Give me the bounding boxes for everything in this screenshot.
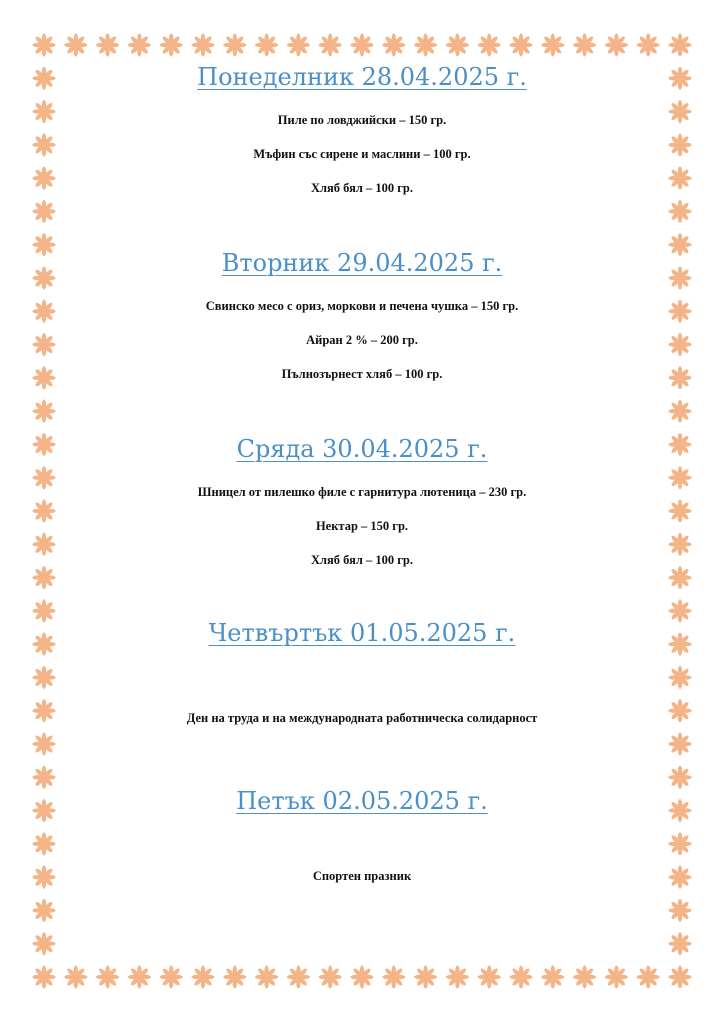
asterisk-flower-icon: [32, 433, 55, 456]
asterisk-flower-icon: [478, 965, 501, 988]
asterisk-flower-icon: [637, 33, 660, 56]
asterisk-flower-icon: [128, 965, 151, 988]
menu-item: Ден на труда и на международната работническа солидарност: [186, 711, 538, 725]
asterisk-flower-icon: [668, 67, 691, 90]
asterisk-flower-icon: [32, 533, 55, 556]
asterisk-flower-icon: [668, 100, 691, 123]
asterisk-flower-icon: [668, 799, 691, 822]
asterisk-flower-icon: [255, 965, 278, 988]
asterisk-flower-icon: [668, 732, 691, 755]
asterisk-flower-icon: [32, 100, 55, 123]
asterisk-flower-icon: [668, 300, 691, 323]
asterisk-flower-icon: [319, 33, 342, 56]
menu-item: Мъфин със сирене и маслини – 100 гр.: [253, 147, 471, 161]
asterisk-flower-icon: [605, 965, 628, 988]
asterisk-flower-icon: [32, 566, 55, 589]
day-section-friday: [70, 786, 654, 884]
asterisk-flower-icon: [32, 167, 55, 190]
asterisk-flower-icon: [255, 33, 278, 56]
day-title: Понеделник 28.04.2025 г.: [197, 63, 527, 91]
asterisk-flower-icon: [509, 33, 532, 56]
asterisk-flower-icon: [668, 33, 691, 56]
asterisk-flower-icon: [32, 400, 55, 423]
asterisk-flower-icon: [287, 33, 310, 56]
day-title: Петък 02.05.2025 г.: [236, 787, 488, 815]
asterisk-flower-icon: [160, 33, 183, 56]
asterisk-flower-icon: [573, 33, 596, 56]
asterisk-flower-icon: [668, 832, 691, 855]
asterisk-flower-icon: [414, 33, 437, 56]
asterisk-flower-icon: [637, 965, 660, 988]
asterisk-flower-icon: [668, 366, 691, 389]
asterisk-flower-icon: [96, 965, 119, 988]
asterisk-flower-icon: [350, 33, 373, 56]
asterisk-flower-icon: [668, 233, 691, 256]
asterisk-flower-icon: [668, 200, 691, 223]
asterisk-flower-icon: [668, 899, 691, 922]
asterisk-flower-icon: [668, 599, 691, 622]
asterisk-flower-icon: [64, 33, 87, 56]
asterisk-flower-icon: [668, 633, 691, 656]
asterisk-flower-icon: [96, 33, 119, 56]
asterisk-flower-icon: [32, 266, 55, 289]
menu-item: Пиле по ловджийски – 150 гр.: [277, 113, 447, 127]
day-title: Четвъртък 01.05.2025 г.: [208, 619, 516, 647]
asterisk-flower-icon: [32, 599, 55, 622]
menu-item: Шницел от пилешко филе с гарнитура лютеница – 230 гр.: [197, 485, 527, 499]
asterisk-flower-icon: [223, 33, 246, 56]
asterisk-flower-icon: [668, 333, 691, 356]
asterisk-flower-icon: [668, 699, 691, 722]
asterisk-flower-icon: [541, 965, 564, 988]
day-section-monday: [70, 62, 654, 196]
asterisk-flower-icon: [32, 766, 55, 789]
asterisk-flower-icon: [32, 932, 55, 955]
menu-item: Свинско месо с ориз, моркови и печена чушка – 150 гр.: [205, 299, 519, 313]
asterisk-flower-icon: [541, 33, 564, 56]
asterisk-flower-icon: [668, 932, 691, 955]
asterisk-flower-icon: [446, 965, 469, 988]
asterisk-flower-icon: [605, 33, 628, 56]
asterisk-flower-icon: [668, 266, 691, 289]
asterisk-flower-icon: [32, 499, 55, 522]
asterisk-flower-icon: [128, 33, 151, 56]
asterisk-flower-icon: [32, 866, 55, 889]
asterisk-flower-icon: [509, 965, 532, 988]
asterisk-flower-icon: [668, 766, 691, 789]
asterisk-flower-icon: [446, 33, 469, 56]
menu-item: Пълнозърнест хляб – 100 гр.: [281, 367, 443, 381]
asterisk-flower-icon: [668, 400, 691, 423]
asterisk-flower-icon: [287, 965, 310, 988]
day-section-tuesday: [70, 248, 654, 382]
asterisk-flower-icon: [319, 965, 342, 988]
asterisk-flower-icon: [382, 965, 405, 988]
asterisk-flower-icon: [668, 866, 691, 889]
day-title: Сряда 30.04.2025 г.: [236, 435, 488, 463]
asterisk-flower-icon: [32, 965, 55, 988]
asterisk-flower-icon: [32, 200, 55, 223]
asterisk-flower-icon: [32, 466, 55, 489]
menu-item: Спортен празник: [312, 869, 412, 883]
asterisk-flower-icon: [32, 233, 55, 256]
asterisk-flower-icon: [64, 965, 87, 988]
asterisk-flower-icon: [668, 499, 691, 522]
asterisk-flower-icon: [32, 333, 55, 356]
asterisk-flower-icon: [668, 666, 691, 689]
asterisk-flower-icon: [32, 67, 55, 90]
asterisk-flower-icon: [191, 33, 214, 56]
menu-item: Хляб бял – 100 гр.: [310, 181, 414, 195]
asterisk-flower-icon: [668, 533, 691, 556]
asterisk-flower-icon: [668, 433, 691, 456]
asterisk-flower-icon: [32, 832, 55, 855]
asterisk-flower-icon: [32, 899, 55, 922]
asterisk-flower-icon: [668, 965, 691, 988]
asterisk-flower-icon: [350, 965, 373, 988]
menu-item: Нектар – 150 гр.: [315, 519, 409, 533]
asterisk-flower-icon: [32, 300, 55, 323]
asterisk-flower-icon: [32, 133, 55, 156]
asterisk-flower-icon: [32, 699, 55, 722]
asterisk-flower-icon: [478, 33, 501, 56]
asterisk-flower-icon: [32, 666, 55, 689]
asterisk-flower-icon: [668, 466, 691, 489]
day-section-thursday: [70, 618, 654, 726]
asterisk-flower-icon: [382, 33, 405, 56]
asterisk-flower-icon: [32, 366, 55, 389]
day-title: Вторник 29.04.2025 г.: [221, 249, 503, 277]
menu-item: Айран 2 % – 200 гр.: [306, 333, 418, 347]
menu-item: Хляб бял – 100 гр.: [310, 553, 414, 567]
asterisk-flower-icon: [223, 965, 246, 988]
asterisk-flower-icon: [32, 633, 55, 656]
asterisk-flower-icon: [668, 566, 691, 589]
asterisk-flower-icon: [32, 33, 55, 56]
asterisk-flower-icon: [668, 133, 691, 156]
asterisk-flower-icon: [191, 965, 214, 988]
asterisk-flower-icon: [573, 965, 596, 988]
asterisk-flower-icon: [160, 965, 183, 988]
day-section-wednesday: [70, 434, 654, 568]
asterisk-flower-icon: [32, 732, 55, 755]
asterisk-flower-icon: [32, 799, 55, 822]
asterisk-flower-icon: [668, 167, 691, 190]
asterisk-flower-icon: [414, 965, 437, 988]
